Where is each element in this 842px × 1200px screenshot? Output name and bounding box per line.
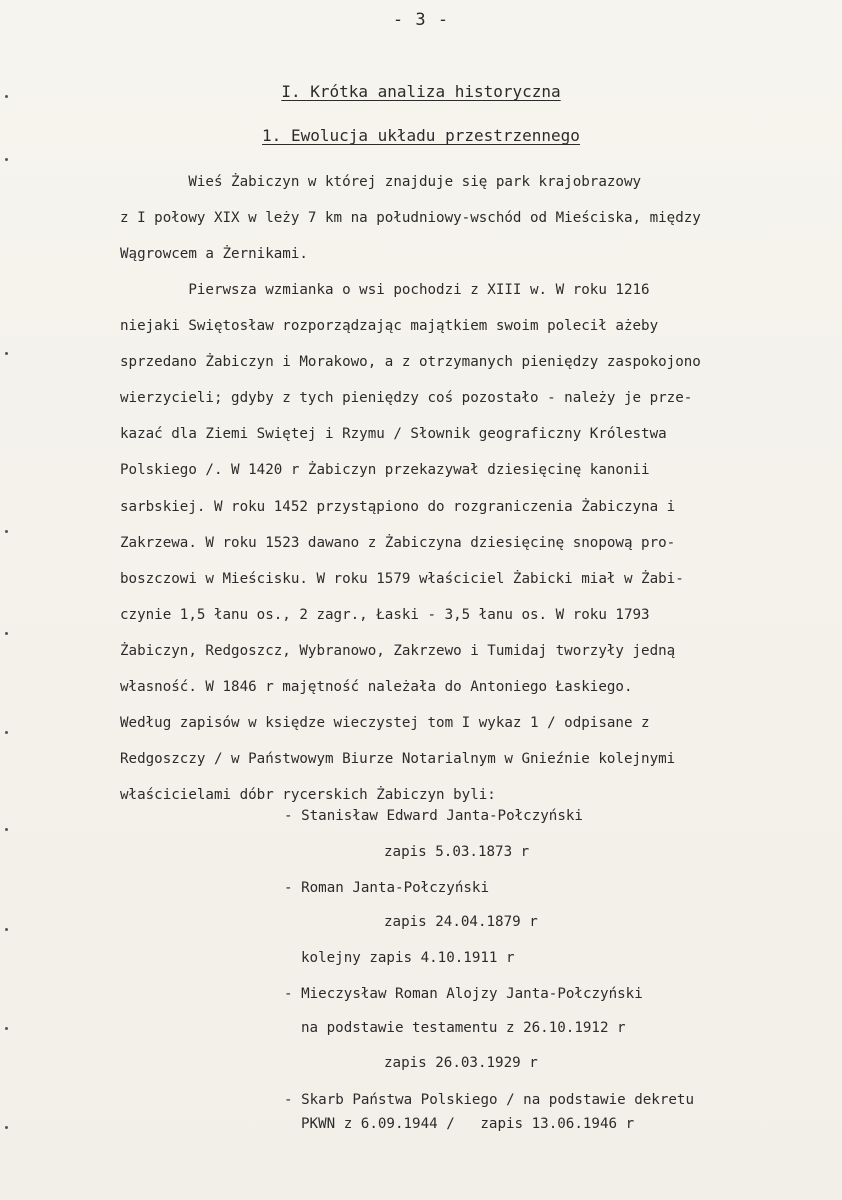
owner-entry: - Skarb Państwa Polskiego / na podstawie dekretu <box>284 1092 694 1108</box>
text-line: Redgoszczy / w Państwowym Biurze Notarialnym w Gnieźnie kolejnymi <box>120 751 676 768</box>
owner-record: zapis 24.04.1879 r <box>384 914 538 930</box>
text-line: Polskiego /. W 1420 r Żabiczyn przekazywał dziesięcinę kanonii <box>120 462 650 479</box>
text-line: sprzedano Żabiczyn i Morakowo, a z otrzymanych pieniędzy zaspokojono <box>120 354 701 371</box>
owner-record: kolejny zapis 4.10.1911 r <box>301 950 515 966</box>
text-line: Żabiczyn, Redgoszcz, Wybranowo, Zakrzewo i Tumidaj tworzyły jedną <box>120 642 676 659</box>
owner-record: zapis 26.03.1929 r <box>384 1055 538 1071</box>
section-subtitle: 1. Ewolucja układu przestrzennego <box>262 126 580 145</box>
text-line: wierzycieli; gdyby z tych pieniędzy coś pozostało - należy je prze- <box>120 390 693 407</box>
text-line: boszczowi w Mieścisku. W roku 1579 właściciel Żabicki miał w Żabi- <box>120 570 684 587</box>
text-line: własność. W 1846 r majętność należała do Antoniego Łaskiego. <box>120 679 633 696</box>
owner-record: zapis 5.03.1873 r <box>384 844 530 860</box>
text-line: czynie 1,5 łanu os., 2 zagr., Łaski - 3,5 łanu os. W roku 1793 <box>120 606 650 623</box>
text-line: kazać dla Ziemi Swiętej i Rzymu / Słownik geograficzny Królestwa <box>120 426 667 443</box>
paragraph-history <box>120 272 832 813</box>
owner-record: na podstawie testamentu z 26.10.1912 r <box>301 1020 626 1036</box>
text-line: sarbskiej. W roku 1452 przystąpiono do rozgraniczenia Żabiczyna i <box>120 498 676 515</box>
text-line: z I połowy XIX w leży 7 km na południowy-wschód od Mieściska, między <box>120 210 701 227</box>
page-number: - 3 - <box>392 10 450 30</box>
text-line: Według zapisów w księdze wieczystej tom I wykaz 1 / odpisane z <box>120 715 650 732</box>
text-line: właścicielami dóbr rycerskich Żabiczyn byli: <box>120 787 496 804</box>
text-line: Wieś Żabiczyn w której znajduje się park krajobrazowy <box>120 174 642 190</box>
owner-entry: - Roman Janta-Połczyński <box>284 880 489 896</box>
owner-record: PKWN z 6.09.1944 / zapis 13.06.1946 r <box>301 1116 635 1132</box>
text-line: Zakrzewa. W roku 1523 dawano z Żabiczyna dziesięcinę snopową pro- <box>120 534 676 551</box>
paragraph-location <box>120 164 832 272</box>
text-line: Pierwsza wzmianka o wsi pochodzi z XIII w. W roku 1216 <box>120 282 650 298</box>
owner-entry: - Mieczysław Roman Alojzy Janta-Połczyński <box>284 986 643 1002</box>
text-line: Wągrowcem a Żernikami. <box>120 246 308 263</box>
owner-entry: - Stanisław Edward Janta-Połczyński <box>284 808 583 824</box>
text-line: niejaki Swiętosław rozporządzając majątkiem swoim polecił ażeby <box>120 318 659 335</box>
section-title: I. Krótka analiza historyczna <box>281 82 561 101</box>
